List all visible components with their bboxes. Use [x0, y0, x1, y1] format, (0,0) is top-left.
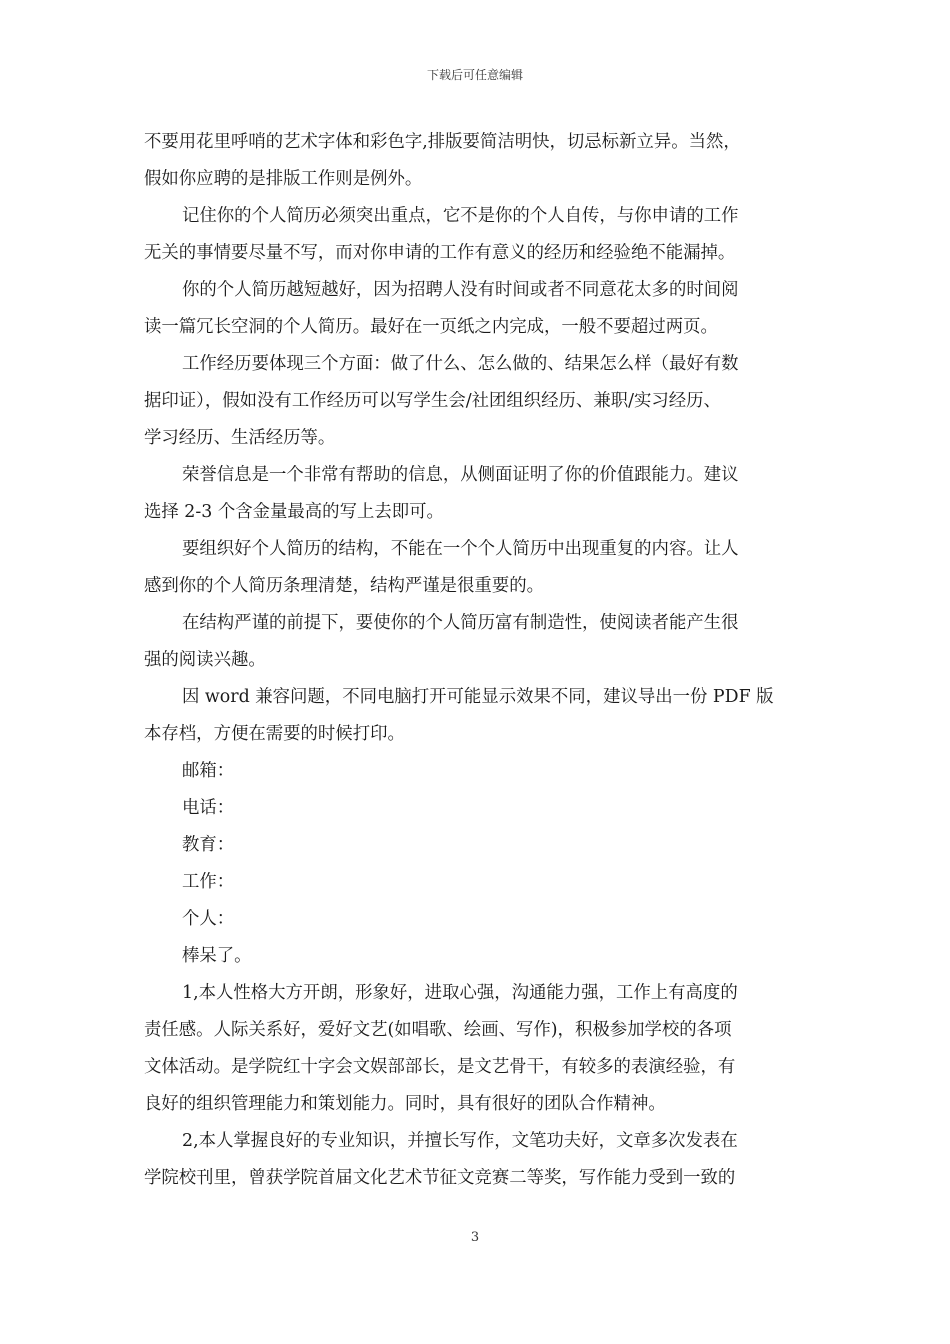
paragraph-line: 感到你的个人简历条理清楚，结构严谨是很重要的。	[144, 576, 544, 596]
paragraph-line: 无关的事情要尽量不写，而对你申请的工作有意义的经历和经验绝不能漏掉。	[144, 243, 736, 263]
paragraph	[144, 124, 810, 198]
paragraph-line: 教育：	[182, 835, 235, 855]
paragraph-line: 2,本人掌握良好的专业知识，并擅长写作，文笔功夫好，文章多次发表在	[182, 1131, 738, 1151]
paragraph-line: 责任感。人际关系好，爱好文艺(如唱歌、绘画、写作)，积极参加学校的各项	[144, 1020, 732, 1040]
paragraph	[144, 1123, 810, 1197]
paragraph-line: 不要用花里呼哨的艺术字体和彩色字,排版要简洁明快，切忌标新立异。当然，	[144, 132, 741, 152]
paragraph-line: 文体活动。是学院红十字会文娱部部长，是文艺骨干，有较多的表演经验，有	[144, 1057, 736, 1077]
paragraph-line: 个人：	[182, 909, 235, 929]
paragraph	[144, 827, 810, 864]
paragraph	[144, 605, 810, 679]
document-body	[144, 124, 810, 1197]
paragraph	[144, 272, 810, 346]
paragraph-line: 荣誉信息是一个非常有帮助的信息，从侧面证明了你的价值跟能力。建议	[182, 465, 739, 485]
paragraph-line: 工作：	[182, 872, 235, 892]
paragraph-line: 据印证），假如没有工作经历可以写学生会/社团组织经历、兼职/实习经历、	[144, 391, 721, 411]
paragraph	[144, 198, 810, 272]
paragraph-line: 要组织好个人简历的结构，不能在一个个人简历中出现重复的内容。让人	[182, 539, 739, 559]
paragraph	[144, 864, 810, 901]
paragraph-line: 邮箱：	[182, 761, 235, 781]
paragraph	[144, 790, 810, 827]
paragraph-line: 1,本人性格大方开朗，形象好，进取心强，沟通能力强，工作上有高度的	[182, 983, 738, 1003]
paragraph-line: 强的阅读兴趣。	[144, 650, 266, 670]
paragraph	[144, 938, 810, 975]
paragraph-line: 学习经历、生活经历等。	[144, 428, 336, 448]
paragraph-line: 在结构严谨的前提下，要使你的个人简历富有制造性，使阅读者能产生很	[182, 613, 739, 633]
paragraph-line: 本存档，方便在需要的时候打印。	[144, 724, 405, 744]
paragraph	[144, 457, 810, 531]
paragraph	[144, 679, 810, 753]
paragraph-line: 记住你的个人简历必须突出重点，它不是你的个人自传，与你申请的工作	[182, 206, 739, 226]
page-number: 3	[470, 1230, 480, 1245]
paragraph-line: 良好的组织管理能力和策划能力。同时，具有很好的团队合作精神。	[144, 1094, 666, 1114]
paragraph-line: 读一篇冗长空洞的个人简历。最好在一页纸之内完成，一般不要超过两页。	[144, 317, 718, 337]
paragraph-line: 工作经历要体现三个方面：做了什么、怎么做的、结果怎么样（最好有数	[182, 354, 739, 374]
paragraph	[144, 346, 810, 457]
paragraph-line: 你的个人简历越短越好，因为招聘人没有时间或者不同意花太多的时间阅	[182, 280, 739, 300]
paragraph-line: 因 word 兼容问题，不同电脑打开可能显示效果不同，建议导出一份 PDF 版	[182, 687, 774, 707]
paragraph	[144, 531, 810, 605]
paragraph	[144, 975, 810, 1123]
page-header: 下载后可任意编辑	[426, 68, 523, 82]
paragraph-line: 学院校刊里，曾获学院首届文化艺术节征文竞赛二等奖，写作能力受到一致的	[144, 1168, 736, 1188]
paragraph-line: 棒呆了。	[182, 946, 252, 966]
paragraph	[144, 901, 810, 938]
paragraph-line: 选择 2-3 个含金量最高的写上去即可。	[144, 502, 444, 522]
paragraph	[144, 753, 810, 790]
paragraph-line: 电话：	[182, 798, 235, 818]
paragraph-line: 假如你应聘的是排版工作则是例外。	[144, 169, 423, 189]
